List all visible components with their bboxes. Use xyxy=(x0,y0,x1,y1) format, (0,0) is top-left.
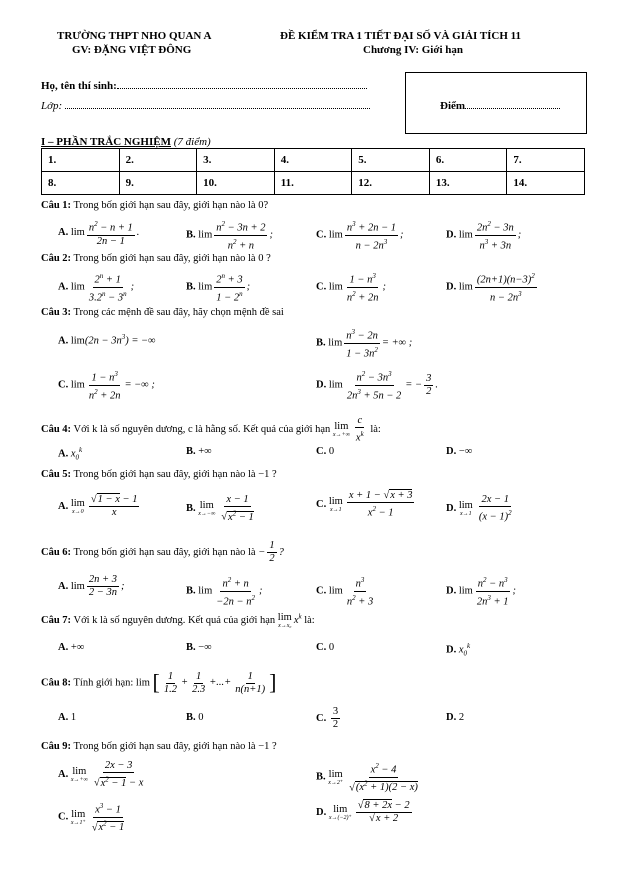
question-text: Trong bốn giới hạn sau đây, giới hạn nào là −1 ? xyxy=(73,741,277,752)
q1-option-b[interactable]: B. lim $\frac{n^2 - 3n + 2}{n^2 + n}$ ; xyxy=(186,220,273,251)
score-label: Điểm xyxy=(440,100,466,112)
question-label: Câu 5: xyxy=(41,469,72,480)
q8-option-b[interactable]: B. 0 xyxy=(186,712,204,723)
exam-title: ĐỀ KIỂM TRA 1 TIẾT ĐẠI SỐ VÀ GIẢI TÍCH 11 xyxy=(280,30,522,42)
q3-option-c[interactable]: C. lim $\frac{1 - n^3}{n^2 + 2n}$ = −∞ ; xyxy=(58,370,155,401)
question-label: Câu 1: xyxy=(41,200,72,211)
q5-option-c[interactable]: C. lim x→1 $\frac{x + 1 - √x + 3}{x^2 - 1}$ xyxy=(316,490,413,519)
answer-cell[interactable]: 6. xyxy=(429,149,507,172)
answer-cell[interactable]: 12. xyxy=(352,172,430,195)
q5-option-d[interactable]: D. lim x→1 $\frac{2x - 1}{(x - 1)^2}$ xyxy=(446,494,512,523)
q4-option-b[interactable]: B. +∞ xyxy=(186,446,212,457)
teacher-name: GV: ĐẶNG VIỆT ĐÔNG xyxy=(72,44,192,56)
question-2 xyxy=(41,253,271,264)
q4-option-a[interactable]: A. $x_0^k$ xyxy=(58,446,83,462)
answer-cell[interactable]: 1. xyxy=(42,149,120,172)
q1-option-c[interactable]: C. lim $\frac{n^3 + 2n - 1}{n - 2n^3}$ ; xyxy=(316,220,404,251)
q6-option-d[interactable]: D. lim $\frac{n^2 - n^3}{2n^3 + 1}$ ; xyxy=(446,576,516,607)
q4-option-c[interactable]: C. 0 xyxy=(316,446,335,457)
student-name-row xyxy=(41,80,367,92)
answer-cell[interactable]: 9. xyxy=(119,172,197,195)
q6-option-c[interactable]: C. lim $\frac{n^3}{n^2 + 3}$ xyxy=(316,576,374,607)
question-text: Trong bốn giới hạn sau đây, giới hạn nào là 0? xyxy=(73,200,269,211)
answer-cell[interactable]: 14. xyxy=(507,172,585,195)
question-text: Trong bốn giới hạn sau đây, giới hạn nào là xyxy=(73,546,256,558)
q8-option-d[interactable]: D. 2 xyxy=(446,712,465,723)
q3-option-b[interactable]: B. lim $\frac{n^3 - 2n}{1 - 3n^2}$ = +∞ ; xyxy=(316,328,413,359)
q2-option-a[interactable]: A. lim $\frac{2^n + 1}{3.2^n - 3^n}$ ; xyxy=(58,272,135,303)
school-name: TRƯỜNG THPT NHO QUAN A xyxy=(57,30,212,42)
answer-row-1 xyxy=(42,149,585,172)
q7-option-b[interactable]: B. −∞ xyxy=(186,642,212,653)
class-field[interactable] xyxy=(65,108,370,109)
question-text: Với k là số nguyên dương. Kết quả của giới hạn xyxy=(73,614,276,626)
score-row xyxy=(440,100,560,112)
q7-option-d[interactable]: D. $x_0^k$ xyxy=(446,642,471,658)
q6-option-a[interactable]: A. lim $\frac{2n + 3}{2 - 3n}$ ; xyxy=(58,574,125,598)
answer-grid xyxy=(41,148,585,195)
chapter-title: Chương IV: Giới hạn xyxy=(363,44,463,56)
answer-cell[interactable]: 7. xyxy=(507,149,585,172)
question-label: Câu 8: xyxy=(41,677,72,689)
q1-option-d[interactable]: D. lim $\frac{2n^2 - 3n}{n^3 + 3n}$ ; xyxy=(446,220,522,251)
section-heading xyxy=(41,136,211,148)
q8-option-a[interactable]: A. 1 xyxy=(58,712,77,723)
q5-option-b[interactable]: B. lim x→−∞ $\frac{x - 1}{√x^2 - 1}$ xyxy=(186,494,254,523)
q9-option-d[interactable]: D. lim x→(−2)⁺ $\frac{√8 + 2x - 2}{√x + 2}$ xyxy=(316,800,410,824)
question-1 xyxy=(41,200,268,211)
question-8: Câu 8: Tính giới hạn: lim [ $\frac{1}{1.2}$ + $\frac{1}{2.3}$ +...+ $\frac{1}{n(n+1)}$ ] xyxy=(41,670,277,695)
q1-option-a[interactable]: A. lim $\frac{n^2 - n + 1}{2n - 1}$ . xyxy=(58,220,140,247)
answer-cell[interactable]: 4. xyxy=(274,149,352,172)
question-label: Câu 9: xyxy=(41,741,72,752)
answer-row-2 xyxy=(42,172,585,195)
question-text: Tính giới hạn: lim xyxy=(73,677,150,689)
student-name-field[interactable] xyxy=(117,88,367,89)
answer-cell[interactable]: 11. xyxy=(274,172,352,195)
question-7: Câu 7: Với k là số nguyên dương. Kết quả của giới hạn lim x→x₀ $x^k$ là: xyxy=(41,612,315,629)
answer-cell[interactable]: 13. xyxy=(429,172,507,195)
q8-option-c[interactable]: C. $\frac{3}{2}$ xyxy=(316,706,339,730)
answer-cell[interactable]: 10. xyxy=(197,172,275,195)
question-suffix: là: xyxy=(370,424,381,436)
answer-cell[interactable]: 3. xyxy=(197,149,275,172)
question-label: Câu 4: xyxy=(41,424,72,436)
question-text: Với k là số nguyên dương, c là hằng số. Kết quả của giới hạn xyxy=(73,424,331,436)
q9-option-c[interactable]: C. lim x→1⁺ $\frac{x^3 - 1}{√x^2 - 1}$ xyxy=(58,802,125,833)
question-label: Câu 7: xyxy=(41,614,72,626)
answer-cell[interactable]: 2. xyxy=(119,149,197,172)
question-6: Câu 6: Trong bốn giới hạn sau đây, giới hạn nào là − $\frac{1}{2}$ ? xyxy=(41,540,284,564)
class-row xyxy=(41,100,370,112)
q2-option-d[interactable]: D. lim $\frac{(2n+1)(n-3)^2}{n - 2n^3}$ xyxy=(446,272,535,303)
question-text: Trong các mệnh đề sau đây, hãy chọn mệnh đề sai xyxy=(73,307,284,318)
q5-option-a[interactable]: A. lim x→0 $\frac{√1 - x - 1}{x}$ xyxy=(58,494,138,518)
q7-option-c[interactable]: C. 0 xyxy=(316,642,335,653)
question-label: Câu 2: xyxy=(41,253,72,264)
answer-cell[interactable]: 5. xyxy=(352,149,430,172)
q6-option-b[interactable]: B. lim $\frac{n^2 + n}{-2n - n^2}$ ; xyxy=(186,576,263,607)
question-text: Trong bốn giới hạn sau đây, giới hạn nào là 0 ? xyxy=(73,253,271,264)
section-points: (7 điểm) xyxy=(173,136,211,148)
q9-option-a[interactable]: A. lim x→+∞ $\frac{2x - 3}{√x^2 - 1 - x}$ xyxy=(58,760,144,789)
question-text: Trong bốn giới hạn sau đây, giới hạn nào là −1 ? xyxy=(73,469,277,480)
q7-option-a[interactable]: A. +∞ xyxy=(58,642,85,653)
question-5 xyxy=(41,469,277,480)
answer-cell[interactable]: 8. xyxy=(42,172,120,195)
q2-option-b[interactable]: B. lim $\frac{2^n + 3}{1 - 2^n}$ ; xyxy=(186,272,251,303)
student-name-label: Họ, tên thí sinh: xyxy=(41,80,117,92)
class-label: Lớp: xyxy=(41,100,63,112)
q3-option-d[interactable]: D. lim $\frac{n^2 - 3n^3}{2n^3 + 5n - 2}$ = − $\frac{3}{2}$ . xyxy=(316,370,438,401)
question-3 xyxy=(41,307,284,318)
question-4: Câu 4: Với k là số nguyên dương, c là hằng số. Kết quả của giới hạn lim x→+∞ $\frac{c}{x^k}$ là: xyxy=(41,415,381,444)
score-field[interactable] xyxy=(465,108,560,109)
q4-option-d[interactable]: D. −∞ xyxy=(446,446,473,457)
q3-option-a[interactable]: A. $\lim(2n - 3n^3)$ = −∞ xyxy=(58,333,156,347)
question-9 xyxy=(41,741,277,752)
question-label: Câu 3: xyxy=(41,307,72,318)
question-suffix: là: xyxy=(304,614,315,626)
q9-option-b[interactable]: B. lim x→2⁺ $\frac{x^2 - 4}{√(x^2 + 1)(2 - x)}$ xyxy=(316,762,418,793)
section-title: I – PHẦN TRẮC NGHIỆM xyxy=(41,136,171,148)
q2-option-c[interactable]: C. lim $\frac{1 - n^3}{n^2 + 2n}$ ; xyxy=(316,272,386,303)
question-label: Câu 6: xyxy=(41,546,72,558)
